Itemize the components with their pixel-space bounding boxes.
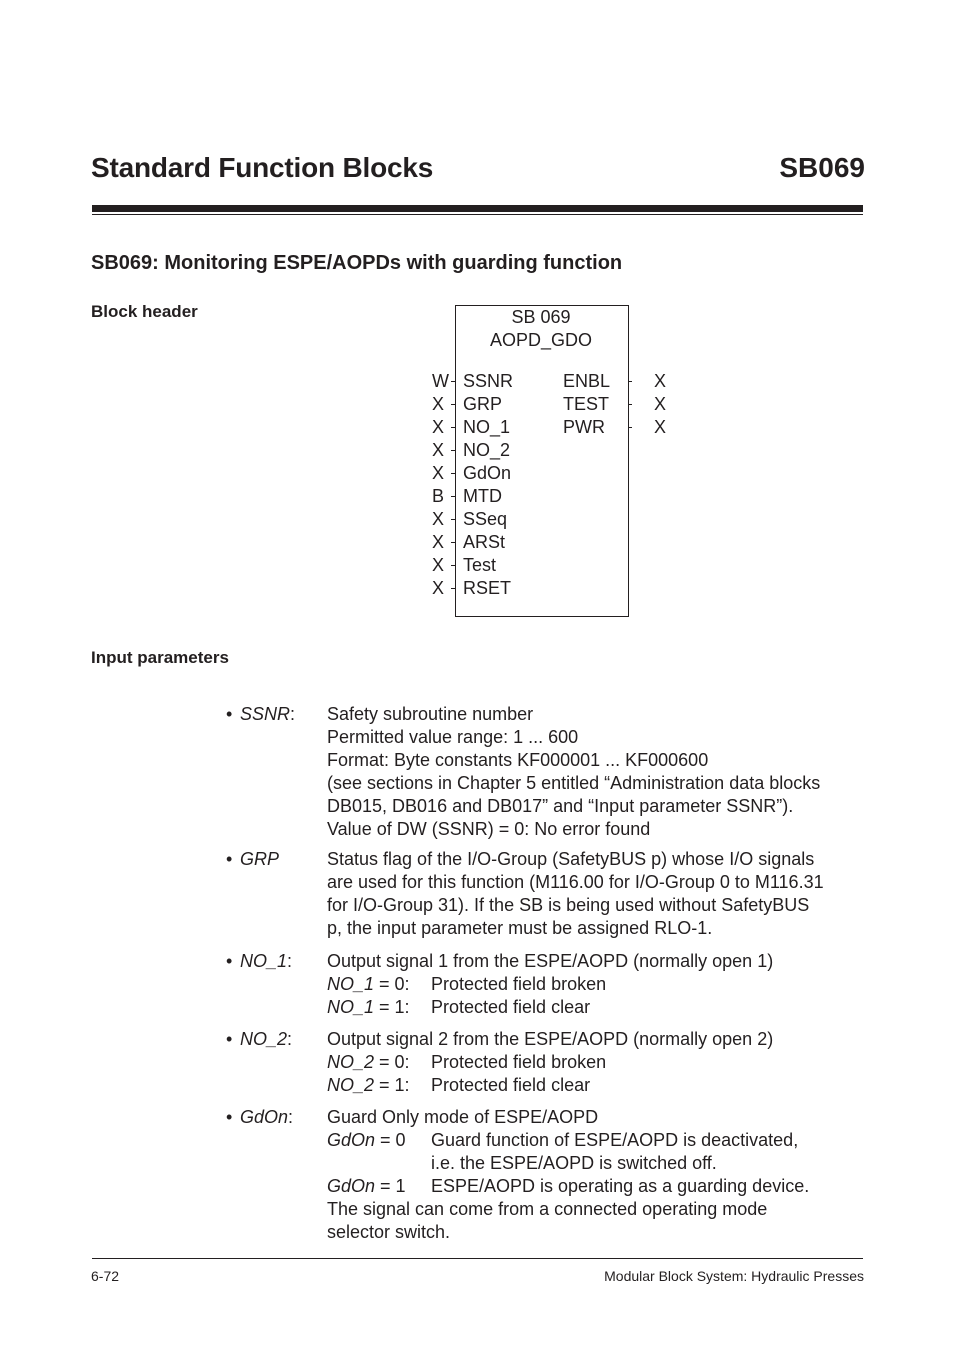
input-type-sseq: X	[432, 509, 445, 529]
pin-line	[451, 496, 455, 497]
page-title: Standard Function Blocks	[91, 152, 434, 183]
param-description: Output signal 2 from the ESPE/AOPD (normally open 2) NO_2 = 0: Protected field broken NO_2 = 1: Protected field clear	[327, 1029, 774, 1095]
input-pin-gdon: GdOn	[463, 463, 512, 483]
param-name: GRP	[240, 849, 280, 869]
block-name: SB 069	[511, 307, 571, 327]
bullet: •	[226, 951, 233, 971]
input-pin-no_2: NO_2	[463, 440, 511, 460]
section-title: SB069: Monitoring ESPE/AOPDs with guarding function	[91, 252, 623, 274]
output-type-enbl: X	[654, 371, 667, 391]
input-pin-grp: GRP	[463, 394, 503, 414]
pin-line	[451, 565, 455, 566]
param-name: GdOn	[240, 1107, 289, 1127]
header-rule-thick	[92, 205, 863, 212]
input-type-test: X	[432, 555, 445, 575]
pin-line	[628, 404, 632, 405]
param-description: Safety subroutine number Permitted value range: 1 ... 600 Format: Byte constants KF000001 ... KF000600 (see sections in Chapter 5 entitled “Administration data blocks DB015, DB016 and DB017” and “Input parameter SSNR”). Value of DW (SSNR) = 0: No error found	[327, 704, 821, 839]
pin-line	[451, 588, 455, 589]
input-type-rset: X	[432, 578, 445, 598]
pin-line	[451, 519, 455, 520]
pin-line	[451, 473, 455, 474]
pin-line	[451, 381, 455, 382]
input-type-no_2: X	[432, 440, 445, 460]
block-header-label: Block header	[91, 302, 198, 321]
pin-line	[451, 427, 455, 428]
input-type-gdon: X	[432, 463, 445, 483]
input-pin-no_1: NO_1	[463, 417, 511, 437]
input-type-arst: X	[432, 532, 445, 552]
input-pin-rset: RSET	[463, 578, 512, 598]
input-type-ssnr: W	[432, 371, 449, 391]
bullet: •	[226, 1029, 233, 1049]
output-type-test: X	[654, 394, 667, 414]
input-pin-test: Test	[463, 555, 497, 575]
output-type-pwr: X	[654, 417, 667, 437]
pin-line	[628, 381, 632, 382]
pin-line	[628, 427, 632, 428]
input-pin-ssnr: SSNR	[463, 371, 514, 391]
input-params-label: Input parameters	[91, 648, 229, 667]
param-description: Guard Only mode of ESPE/AOPD GdOn = 0 Guard function of ESPE/AOPD is deactivated, i.e. the ESPE/AOPD is switched off. GdOn = 1 ESPE/AOPD is operating as a guarding device. The signal can come from a connected operating mode selector switch.	[327, 1107, 810, 1242]
block-symbol: AOPD_GDO	[489, 330, 593, 350]
pin-line	[451, 450, 455, 451]
input-pin-sseq: SSeq	[463, 509, 508, 529]
input-pin-mtd: MTD	[463, 486, 502, 506]
footer-rule	[92, 1258, 863, 1259]
output-pin-pwr: PWR	[563, 417, 605, 437]
param-description: Output signal 1 from the ESPE/AOPD (normally open 1) NO_1 = 0: Protected field broken NO_1 = 1: Protected field clear	[327, 951, 774, 1017]
output-pin-test: TEST	[563, 394, 610, 414]
output-pin-enbl: ENBL	[563, 371, 611, 391]
input-pin-arst: ARSt	[463, 532, 506, 552]
param-name: NO_2	[240, 1029, 288, 1049]
block-code: SB069	[779, 152, 865, 183]
input-type-mtd: B	[432, 486, 445, 506]
pin-line	[451, 542, 455, 543]
document-title: Modular Block System: Hydraulic Presses	[604, 1268, 864, 1284]
input-type-grp: X	[432, 394, 445, 414]
bullet: •	[226, 1107, 233, 1127]
bullet: •	[226, 704, 233, 724]
header-rule-thin	[92, 214, 863, 215]
param-name: NO_1	[240, 951, 288, 971]
input-type-no_1: X	[432, 417, 445, 437]
param-name: SSNR	[240, 704, 291, 724]
page-number: 6-72	[91, 1268, 120, 1284]
bullet: •	[226, 849, 233, 869]
pin-line	[451, 404, 455, 405]
param-description: Status flag of the I/O-Group (SafetyBUS p) whose I/O signals are used for this function (M116.00 for I/O-Group 0 to M116.31 for I/O-Group 31). If the SB is being used without SafetyBUS p, the input parameter must be assigned RLO-1.	[327, 849, 824, 938]
